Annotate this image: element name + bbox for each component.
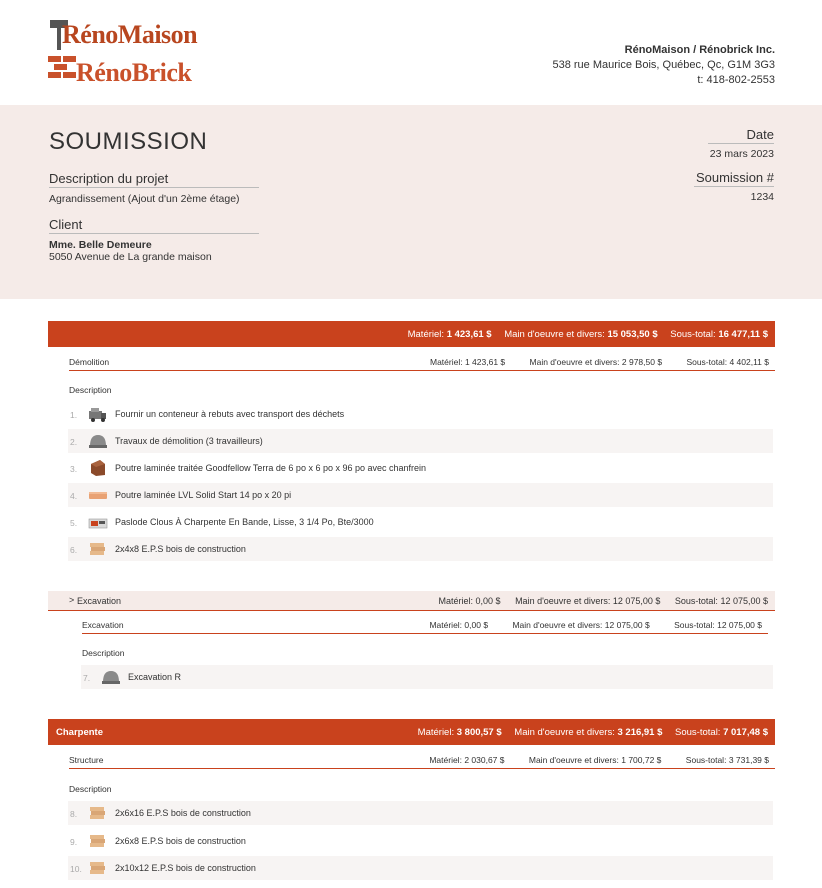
section-main: 15 053,50 $ <box>607 329 658 340</box>
chevron-right-icon[interactable]: > <box>69 595 75 605</box>
logo-text-renomaison: RénoMaison <box>62 20 198 49</box>
main-label: Main d'oeuvre et divers: <box>514 727 615 738</box>
subsection-sous-total: 4 402,11 $ <box>729 357 769 367</box>
list-item <box>68 537 773 561</box>
subsection-main: 12 075,00 $ <box>604 620 650 630</box>
sous-total-label: Sous-total: <box>675 727 721 738</box>
item-number: 2. <box>70 437 78 447</box>
item-text: 2x6x16 E.P.S bois de construction <box>115 808 251 818</box>
company-logo <box>48 18 208 90</box>
item-text: Fournir un conteneur à rebuts avec transport des déchets <box>115 409 345 419</box>
subsection-main: 2 978,50 $ <box>621 357 663 367</box>
subsection-title: Excavation <box>82 620 124 630</box>
item-number: 3. <box>70 464 78 474</box>
subsection-materiel: 2 030,67 $ <box>464 755 505 765</box>
item-text: Travaux de démolition (3 travailleurs) <box>115 436 263 446</box>
section-sous-total: 12 075,00 $ <box>720 596 768 606</box>
main-label: Main d'oeuvre et divers: <box>512 620 603 630</box>
sous-total-label: Sous-total: <box>674 620 715 630</box>
materiel-label: Matériel: <box>438 596 473 606</box>
item-text: Poutre laminée LVL Solid Start 14 po x 20 pi <box>115 490 292 500</box>
item-number: 5. <box>70 518 78 528</box>
description-heading: Description <box>69 784 112 794</box>
lvl-beam-icon <box>88 485 108 505</box>
subsection-main: 1 700,72 $ <box>621 755 662 765</box>
quote-number-block <box>694 170 774 203</box>
company-address: 538 rue Maurice Bois, Québec, Qc, G1M 3G3 <box>552 59 775 71</box>
main-label: Main d'oeuvre et divers: <box>528 755 619 765</box>
subsection-sous-total: 12 075,00 $ <box>717 620 762 630</box>
materiel-label: Matériel: <box>417 727 455 738</box>
project-label: Description du projet <box>49 171 259 188</box>
subsection-title: Démolition <box>69 357 110 367</box>
materiel-label: Matériel: <box>429 357 463 367</box>
section-main: 12 075,00 $ <box>612 596 661 606</box>
list-item <box>68 402 773 426</box>
section-materiel: 0,00 $ <box>475 596 501 606</box>
client-label: Client <box>49 217 259 234</box>
item-number: 1. <box>70 410 78 420</box>
hardhat-icon <box>101 667 121 687</box>
project-value: Agrandissement (Ajout d'un 2ème étage) <box>49 193 240 205</box>
list-item <box>68 483 773 507</box>
item-number: 6. <box>70 545 78 555</box>
page-title: SOUMISSION <box>49 128 208 155</box>
sous-total-label: Sous-total: <box>670 329 716 340</box>
quote-number-label: Soumission # <box>695 170 774 185</box>
subsection-materiel: 0,00 $ <box>464 620 489 630</box>
company-name: RénoMaison / Rénobrick Inc. <box>624 44 775 56</box>
section-materiel: 3 800,57 $ <box>456 727 502 738</box>
section-title: Charpente <box>56 727 103 738</box>
item-text: 2x4x8 E.P.S bois de construction <box>115 544 246 554</box>
client-address: 5050 Avenue de La grande maison <box>49 251 212 263</box>
section-sous-total: 16 477,11 $ <box>718 329 768 340</box>
item-number: 10. <box>70 864 82 874</box>
section-title: Excavation <box>77 596 122 606</box>
section-bar-charpente[interactable] <box>48 719 775 745</box>
list-item <box>68 829 773 853</box>
sous-total-label: Sous-total: <box>674 596 718 606</box>
section-bar-excavation[interactable] <box>48 591 775 611</box>
main-label: Main d'oeuvre et divers: <box>529 357 620 367</box>
subsection-title: Structure <box>69 755 104 765</box>
subsection-materiel: 1 423,61 $ <box>464 357 506 367</box>
item-text: Paslode Clous À Charpente En Bande, Lisse, 3 1/4 Po, Bte/3000 <box>115 517 374 527</box>
section-sous-total: 7 017,48 $ <box>723 727 768 738</box>
materiel-label: Matériel: <box>407 329 445 340</box>
logo-text-renobrick: RénoBrick <box>76 58 192 87</box>
wood-post-icon <box>88 458 108 478</box>
item-text: 2x6x8 E.P.S bois de construction <box>115 836 246 846</box>
subsection-bar-demolition[interactable] <box>69 351 775 371</box>
date-block <box>708 127 774 160</box>
quote-number-value: 1234 <box>750 191 774 203</box>
lumber-icon <box>88 803 108 823</box>
hardhat-icon <box>88 431 108 451</box>
materiel-label: Matériel: <box>429 755 462 765</box>
item-text: Excavation R <box>128 672 182 682</box>
nails-box-icon <box>88 512 108 532</box>
page-header <box>0 0 822 105</box>
lumber-icon <box>88 539 108 559</box>
item-text: Poutre laminée traitée Goodfellow Terra de 6 po x 6 po x 96 po avec chanfrein <box>115 463 427 473</box>
company-phone: t: 418-802-2553 <box>697 74 775 86</box>
sous-total-label: Sous-total: <box>686 357 728 367</box>
list-item <box>81 665 773 689</box>
item-number: 7. <box>83 673 91 683</box>
item-number: 9. <box>70 837 78 847</box>
section-bar-1[interactable] <box>48 321 775 347</box>
main-label: Main d'oeuvre et divers: <box>515 596 611 606</box>
dumpster-truck-icon <box>88 404 108 424</box>
materiel-label: Matériel: <box>429 620 463 630</box>
project-block <box>49 171 259 205</box>
list-item <box>68 856 773 880</box>
sous-total-label: Sous-total: <box>685 755 727 765</box>
main-label: Main d'oeuvre et divers: <box>504 329 605 340</box>
lumber-icon <box>88 831 108 851</box>
item-number: 8. <box>70 809 78 819</box>
list-item <box>68 510 773 534</box>
quote-info-band <box>0 105 822 299</box>
brick-icon <box>48 56 78 86</box>
date-label: Date <box>708 127 774 144</box>
list-item <box>68 801 773 825</box>
subsection-sous-total: 3 731,39 $ <box>728 755 769 765</box>
list-item <box>68 456 773 480</box>
description-heading: Description <box>69 385 112 395</box>
client-name: Mme. Belle Demeure <box>49 239 152 251</box>
section-main: 3 216,91 $ <box>617 727 663 738</box>
subsection-bar-structure[interactable] <box>69 749 775 769</box>
item-number: 4. <box>70 491 78 501</box>
description-heading: Description <box>82 648 125 658</box>
section-materiel: 1 423,61 $ <box>446 329 492 340</box>
lumber-icon <box>88 858 108 878</box>
item-text: 2x10x12 E.P.S bois de construction <box>115 863 256 873</box>
company-info <box>552 43 775 88</box>
client-block <box>49 217 259 263</box>
date-value: 23 mars 2023 <box>709 148 774 160</box>
list-item <box>68 429 773 453</box>
subsection-bar-excavation[interactable] <box>82 614 768 634</box>
